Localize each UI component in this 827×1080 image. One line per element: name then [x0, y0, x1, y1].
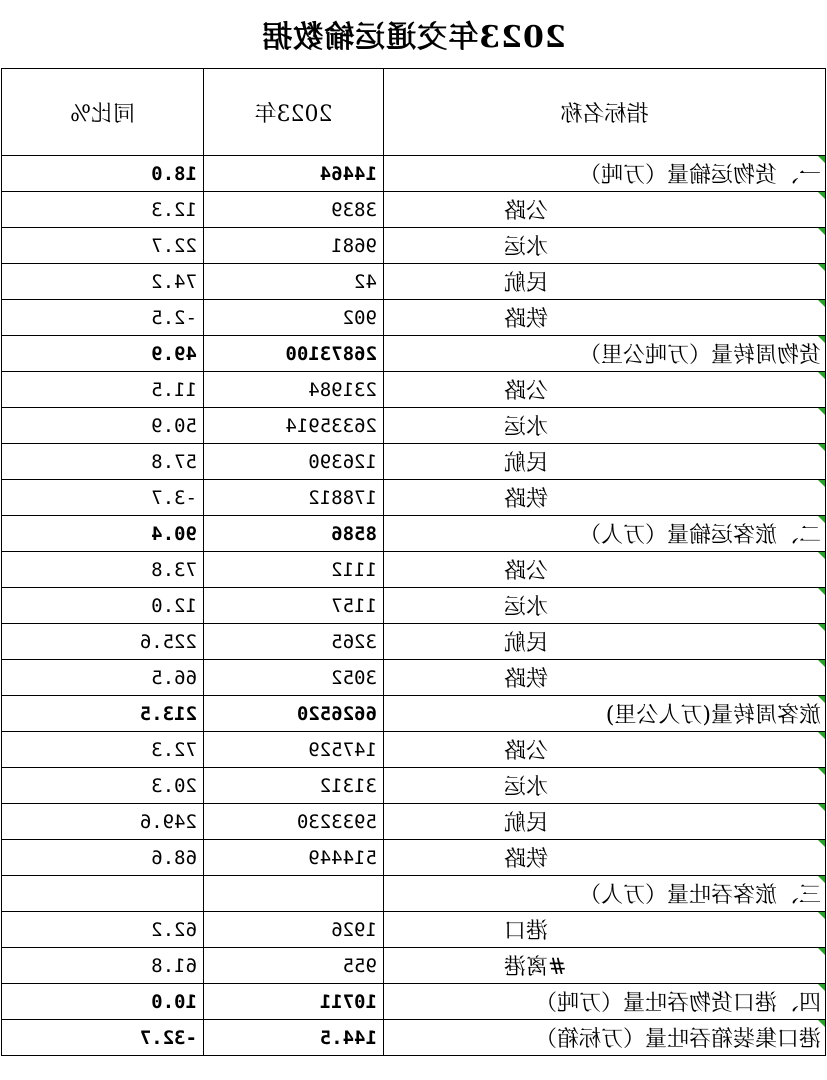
yoy-percent-cell: 10.0 [2, 984, 204, 1020]
cell-note-marker-icon [818, 840, 825, 847]
indicator-name-cell [384, 300, 826, 336]
indicator-name-cell [384, 696, 826, 732]
cell-note-marker-icon [818, 804, 825, 811]
value-2023-cell: 9681 [204, 228, 384, 264]
table-row [2, 876, 826, 912]
indicator-name-text: 民航 [504, 631, 549, 656]
cell-note-marker-icon [818, 876, 825, 883]
yoy-percent-cell: 68.6 [2, 840, 204, 876]
table-row [2, 480, 826, 516]
indicator-name-text: 民航 [504, 451, 549, 476]
yoy-percent-cell: -2.5 [2, 300, 204, 336]
value-2023-cell: 3839 [204, 192, 384, 228]
yoy-percent-cell: 18.0 [2, 156, 204, 192]
yoy-percent-cell: 11.5 [2, 372, 204, 408]
cell-note-marker-icon [818, 948, 825, 955]
cell-note-marker-icon [818, 444, 825, 451]
indicator-name-text: 公路 [504, 199, 549, 224]
yoy-percent-cell: 72.3 [2, 732, 204, 768]
value-2023-cell: 144.5 [204, 1020, 384, 1056]
table-row [2, 444, 826, 480]
indicator-name-cell [384, 768, 826, 804]
cell-note-marker-icon [818, 660, 825, 667]
table-row [2, 300, 826, 336]
header-yoy-percent: 同比% [2, 69, 204, 156]
indicator-name-text: 水运 [504, 415, 549, 440]
table-row [2, 552, 826, 588]
table-row [2, 660, 826, 696]
indicator-name-text: 旅客周转量(万人公里) [605, 703, 821, 728]
table-row [2, 336, 826, 372]
yoy-percent-cell: 49.9 [2, 336, 204, 372]
indicator-name-cell [384, 192, 826, 228]
yoy-percent-cell: -32.7 [2, 1020, 204, 1056]
indicator-name-cell [384, 264, 826, 300]
indicator-name-text: 货物周转量（万吨公里） [578, 343, 821, 368]
table-row [2, 1020, 826, 1056]
indicator-name-cell [384, 408, 826, 444]
value-2023-cell: 42 [204, 264, 384, 300]
indicator-name-text: 公路 [504, 379, 549, 404]
indicator-name-cell [384, 876, 826, 912]
cell-note-marker-icon [818, 192, 825, 199]
cell-note-marker-icon [818, 732, 825, 739]
indicator-name-cell [384, 732, 826, 768]
table-row [2, 696, 826, 732]
table-row [2, 948, 826, 984]
yoy-percent-cell: 61.8 [2, 948, 204, 984]
yoy-percent-cell [2, 876, 204, 912]
yoy-percent-cell: 22.7 [2, 228, 204, 264]
cell-note-marker-icon [818, 264, 825, 271]
yoy-percent-cell: 74.2 [2, 264, 204, 300]
yoy-percent-cell: 249.6 [2, 804, 204, 840]
value-2023-cell: 3052 [204, 660, 384, 696]
value-2023-cell: 902 [204, 300, 384, 336]
yoy-percent-cell: 12.3 [2, 192, 204, 228]
value-2023-cell: 10711 [204, 984, 384, 1020]
value-2023-cell: 26335914 [204, 408, 384, 444]
cell-note-marker-icon [818, 696, 825, 703]
indicator-name-cell [384, 228, 826, 264]
yoy-percent-cell: 73.8 [2, 552, 204, 588]
table-row [2, 984, 826, 1020]
header-year-2023: 2023年 [204, 69, 384, 156]
table-row [2, 588, 826, 624]
indicator-name-text: 水运 [504, 235, 549, 260]
yoy-percent-cell: -3.7 [2, 480, 204, 516]
table-row [2, 804, 826, 840]
indicator-name-text: 港口 [504, 919, 549, 944]
header-row [2, 69, 826, 156]
indicator-name-text: 民航 [504, 811, 549, 836]
value-2023-cell: 514449 [204, 840, 384, 876]
table-row [2, 408, 826, 444]
indicator-name-cell [384, 984, 826, 1020]
indicator-name-cell [384, 372, 826, 408]
value-2023-cell: 6626520 [204, 696, 384, 732]
table-row [2, 732, 826, 768]
value-2023-cell: 8586 [204, 516, 384, 552]
indicator-name-text: 铁路 [504, 487, 549, 512]
table-row [2, 840, 826, 876]
value-2023-cell [204, 876, 384, 912]
yoy-percent-cell: 66.5 [2, 660, 204, 696]
indicator-name-cell [384, 840, 826, 876]
indicator-name-cell [384, 480, 826, 516]
table-row [2, 912, 826, 948]
indicator-name-text: 港口集装箱吞吐量（万标箱） [534, 1027, 821, 1052]
cell-note-marker-icon [818, 984, 825, 991]
table-row [2, 516, 826, 552]
value-2023-cell: 1157 [204, 588, 384, 624]
cell-note-marker-icon [818, 300, 825, 307]
value-2023-cell: 14464 [204, 156, 384, 192]
cell-note-marker-icon [818, 408, 825, 415]
cell-note-marker-icon [818, 552, 825, 559]
table-row [2, 228, 826, 264]
indicator-name-cell [384, 156, 826, 192]
cell-note-marker-icon [818, 156, 825, 163]
indicator-name-cell [384, 552, 826, 588]
value-2023-cell: 231984 [204, 372, 384, 408]
cell-note-marker-icon [818, 1020, 825, 1027]
yoy-percent-cell: 225.6 [2, 624, 204, 660]
indicator-name-text: #离港 [504, 955, 567, 980]
table-row [2, 156, 826, 192]
indicator-name-text: 铁路 [504, 307, 549, 332]
table-row [2, 624, 826, 660]
header-indicator-name: 指标名称 [384, 69, 826, 156]
cell-note-marker-icon [818, 228, 825, 235]
indicator-name-cell [384, 804, 826, 840]
yoy-percent-cell: 12.0 [2, 588, 204, 624]
indicator-name-cell [384, 444, 826, 480]
table-row [2, 768, 826, 804]
cell-note-marker-icon [818, 516, 825, 523]
value-2023-cell: 1926 [204, 912, 384, 948]
yoy-percent-cell: 90.4 [2, 516, 204, 552]
cell-note-marker-icon [818, 588, 825, 595]
indicator-name-text: 公路 [504, 559, 549, 584]
yoy-percent-cell: 50.9 [2, 408, 204, 444]
table-row [2, 192, 826, 228]
value-2023-cell: 26873100 [204, 336, 384, 372]
value-2023-cell: 1112 [204, 552, 384, 588]
yoy-percent-cell: 20.3 [2, 768, 204, 804]
yoy-percent-cell: 57.8 [2, 444, 204, 480]
value-2023-cell: 5933230 [204, 804, 384, 840]
cell-note-marker-icon [818, 336, 825, 343]
indicator-name-cell [384, 624, 826, 660]
page-title: 2023年交通运输数据 [261, 20, 566, 55]
transport-data-table [1, 68, 826, 1056]
yoy-percent-cell: 213.5 [2, 696, 204, 732]
table-row [2, 372, 826, 408]
yoy-percent-cell: 62.2 [2, 912, 204, 948]
indicator-name-cell [384, 1020, 826, 1056]
indicator-name-text: 铁路 [504, 847, 549, 872]
indicator-name-text: 水运 [504, 775, 549, 800]
indicator-name-cell [384, 336, 826, 372]
indicator-name-text: 民航 [504, 271, 549, 296]
value-2023-cell: 178812 [204, 480, 384, 516]
indicator-name-cell [384, 660, 826, 696]
cell-note-marker-icon [818, 768, 825, 775]
indicator-name-text: 四、港口货物吞吐量（万吨） [534, 991, 821, 1016]
table-row [2, 264, 826, 300]
indicator-name-cell [384, 516, 826, 552]
value-2023-cell: 3265 [204, 624, 384, 660]
cell-note-marker-icon [818, 624, 825, 631]
indicator-name-cell [384, 948, 826, 984]
indicator-name-text: 二、旅客运输量（万人） [578, 523, 821, 548]
value-2023-cell: 147529 [204, 732, 384, 768]
indicator-name-text: 铁路 [504, 667, 549, 692]
cell-note-marker-icon [818, 480, 825, 487]
value-2023-cell: 955 [204, 948, 384, 984]
value-2023-cell: 31312 [204, 768, 384, 804]
indicator-name-cell [384, 912, 826, 948]
indicator-name-text: 公路 [504, 739, 549, 764]
indicator-name-text: 三、旅客吞吐量（万人） [578, 883, 821, 908]
cell-note-marker-icon [818, 912, 825, 919]
indicator-name-text: 水运 [504, 595, 549, 620]
value-2023-cell: 126390 [204, 444, 384, 480]
indicator-name-cell [384, 588, 826, 624]
cell-note-marker-icon [818, 372, 825, 379]
indicator-name-text: 一、货物运输量（万吨） [578, 163, 821, 188]
